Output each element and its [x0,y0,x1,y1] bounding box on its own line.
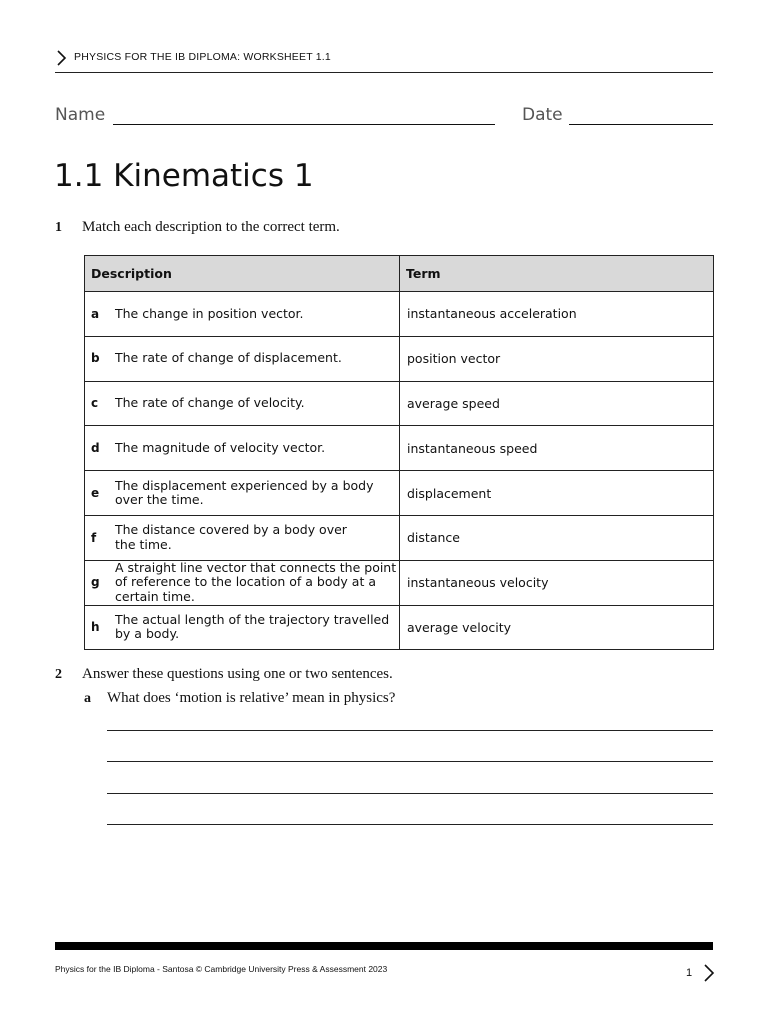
term-cell [400,515,714,560]
date-field[interactable] [569,124,713,125]
name-label: Name [55,105,106,125]
row-term: distance [407,530,460,546]
question-1-text: Match each description to the correct term. [82,219,340,235]
question-2a-letter: a [84,691,91,706]
row-letter: e [91,485,100,500]
header-term: Term [400,256,714,292]
row-term: instantaneous acceleration [407,306,577,322]
row-letter: a [91,306,100,321]
date-label: Date [522,105,563,125]
chevron-right-icon [55,50,69,66]
row-term: average velocity [407,619,511,635]
row-description: The distance covered by a body over the time. [115,522,347,552]
row-description: The displacement experienced by a body over the time. [115,477,374,508]
answer-line[interactable] [107,793,713,794]
term-cell [400,471,714,516]
description-cell [85,560,400,605]
answer-line[interactable] [107,761,713,762]
row-description: A straight line vector that connects the point of reference to the location of a body at a certain time. [115,559,397,604]
term-cell [400,381,714,426]
question-2-number: 2 [55,667,62,682]
term-cell [400,560,714,605]
header-title: PHYSICS FOR THE IB DIPLOMA: WORKSHEET 1.1 [74,51,331,63]
question-2-text: Answer these questions using one or two sentences. [82,666,393,682]
table-row [85,560,714,605]
description-cell [85,426,400,471]
table-row [85,605,714,650]
description-cell [85,471,400,516]
description-cell [85,381,400,426]
description-cell [85,292,400,337]
question-1-number: 1 [55,220,62,235]
description-cell [85,515,400,560]
footer-copyright: Physics for the IB Diploma - Santosa © Cambridge University Press & Assessment 2023 [55,964,388,974]
description-cell [85,336,400,381]
table-row [85,515,714,560]
row-letter: b [91,351,100,366]
term-cell [400,336,714,381]
answer-line[interactable] [107,824,713,825]
row-term: position vector [407,351,501,367]
row-letter: g [91,575,100,590]
table-row [85,426,714,471]
row-letter: c [91,396,99,411]
table-row [85,381,714,426]
term-cell [400,605,714,650]
table-header-row [85,256,714,292]
row-term: instantaneous speed [407,440,538,456]
description-cell [85,605,400,650]
row-letter: h [91,620,100,635]
matching-table [84,255,714,650]
running-header [55,48,713,73]
page-number: 1 [686,967,693,979]
answer-line[interactable] [107,730,713,731]
table-row [85,292,714,337]
row-term: instantaneous velocity [407,575,549,591]
row-description: The change in position vector. [115,305,304,321]
next-page-chevron-icon[interactable] [703,964,715,982]
row-term: displacement [407,485,492,501]
question-2a-text: What does ‘motion is relative’ mean in physics? [107,690,396,706]
row-letter: d [91,441,100,456]
footer-bar [55,942,713,950]
header-description: Description [85,256,400,292]
table-row [85,336,714,381]
row-description: The rate of change of displacement. [115,350,342,366]
row-letter: f [91,530,97,545]
page-title: 1.1 Kinematics 1 [54,158,314,194]
row-description: The actual length of the trajectory travelled by a body. [115,611,390,642]
term-cell [400,426,714,471]
row-description: The magnitude of velocity vector. [115,440,326,456]
row-term: average speed [407,395,500,411]
row-description: The rate of change of velocity. [115,395,305,411]
name-field[interactable] [113,124,495,125]
table-row [85,471,714,516]
term-cell [400,292,714,337]
